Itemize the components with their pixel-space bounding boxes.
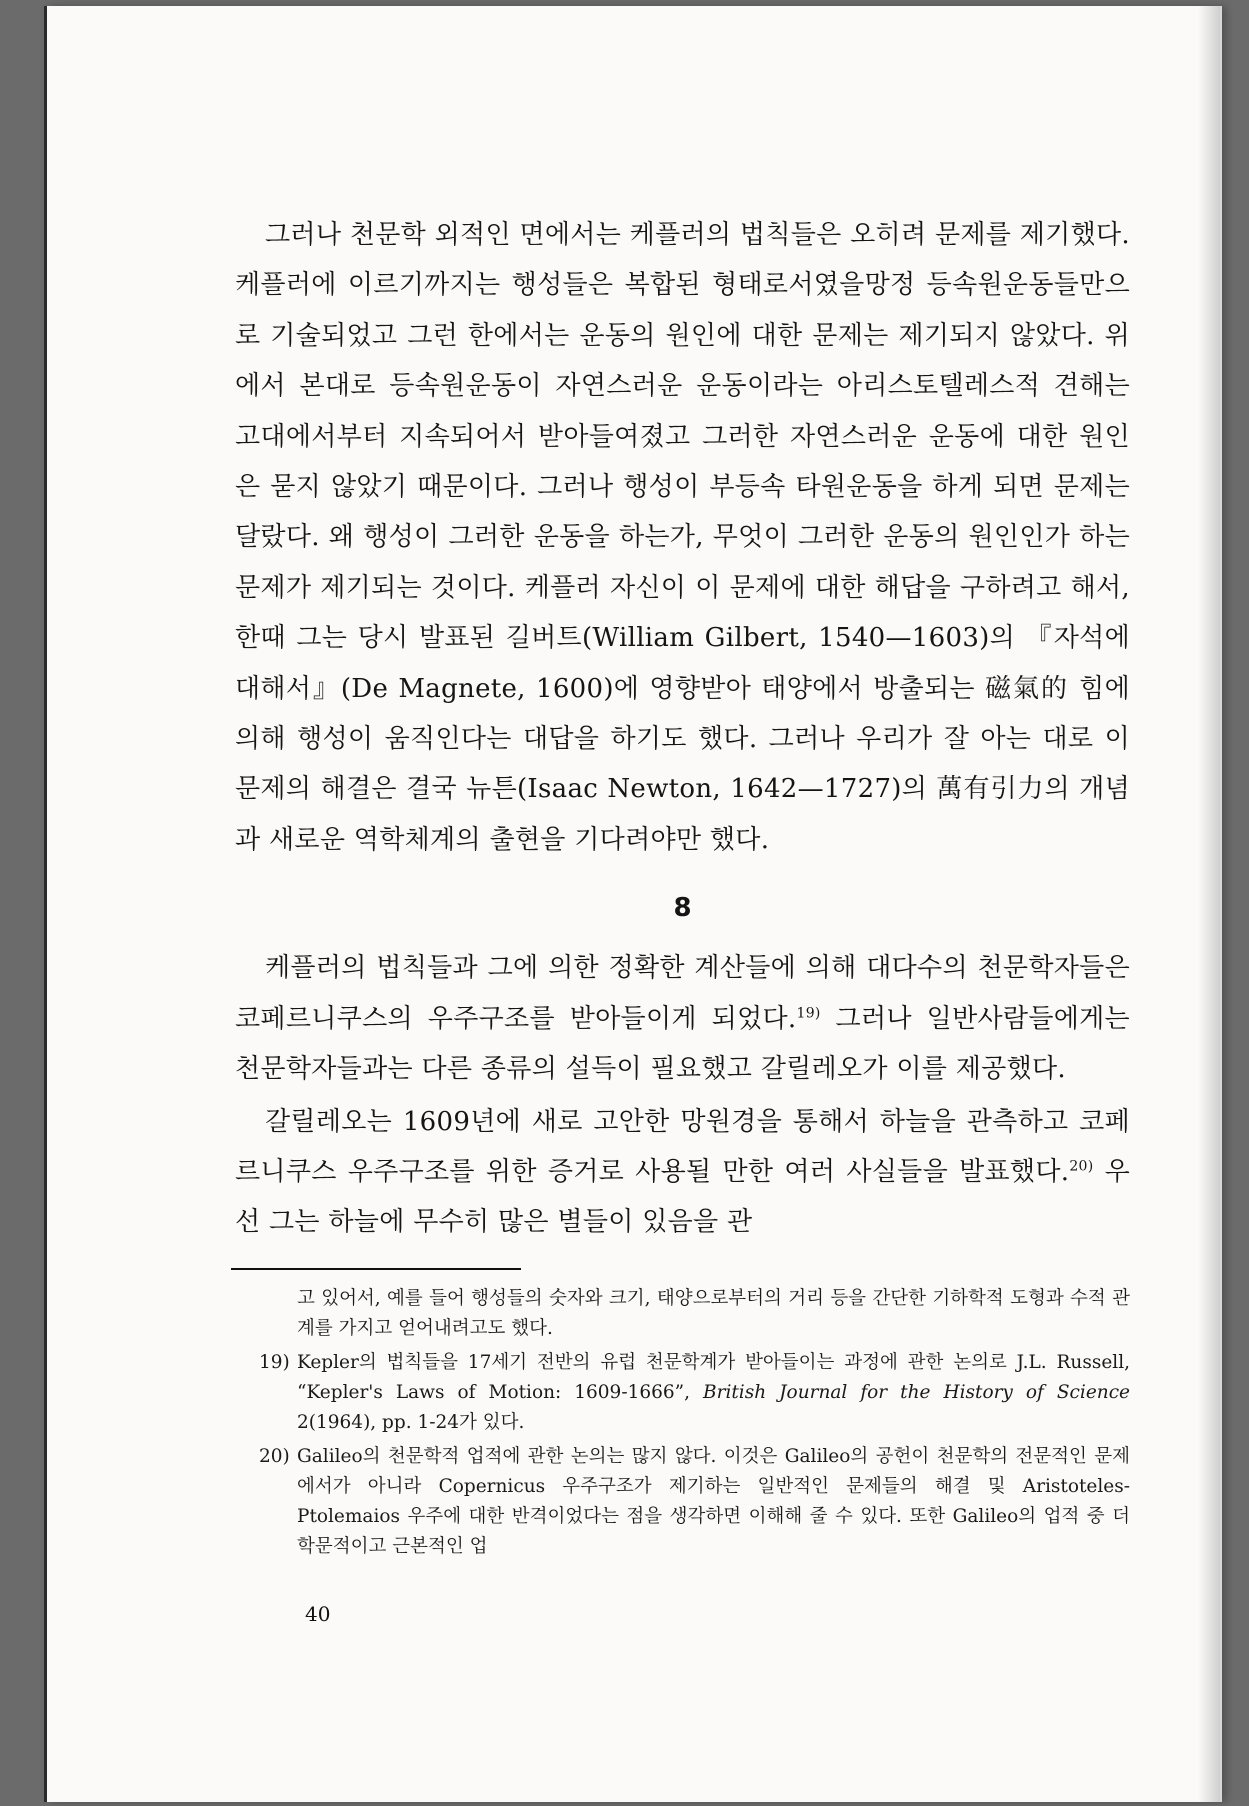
footnote-text: Galileo의 천문학적 업적에 관한 논의는 많지 않다. 이것은 Galileo의 공헌이 천문학의 전문적인 문제에서가 아니라 Copernicus 우주구조가 제기하는 일반적인 문제들의 해결 및 Aristoteles-Ptolemaios 우주에 대한 반격이었다는 점을 생각하면 이해해 줄 수 있다. 또한 Galileo의 업적 중 더 학문적이고 근본적인 업 bbox=[297, 1445, 1130, 1557]
footnote-ref-19[interactable]: 19) bbox=[796, 1005, 821, 1022]
page-edge-shadow bbox=[1198, 6, 1220, 1802]
footnote-text-tail: 2(1964), pp. 1-24가 있다. bbox=[297, 1411, 525, 1433]
footnote-number: 19) bbox=[259, 1351, 290, 1373]
footnote-ref-20[interactable]: 20) bbox=[1069, 1158, 1094, 1175]
footnote-text: Kepler의 법칙들을 17세기 전반의 유럽 천문학계가 받아들이는 과정에 관한 논의로 J.L. Russell, “Kepler's Laws of Motion: 1609-1666”, bbox=[297, 1351, 1130, 1403]
footnote-20 bbox=[235, 1442, 1130, 1562]
paragraph-text-tail: 그러나 일반사람들에게는 천문학자들과는 다른 종류의 설득이 필요했고 갈릴레오가 이를 제공했다. bbox=[235, 1003, 1130, 1085]
paragraph-text: 갈릴레오는 1609년에 새로 고안한 망원경을 통해서 하늘을 관측하고 코페르니쿠스 우주구조를 위한 증거로 사용될 만한 여러 사실들을 발표했다. bbox=[235, 1106, 1130, 1187]
section-number: 8 bbox=[673, 893, 692, 924]
paragraph-kepler-laws: 그러나 천문학 외적인 면에서는 케플러의 법칙들은 오히려 문제를 제기했다. 케플러에 이르기까지는 행성들은 복합된 형태로서였을망정 등속원운동들만으로 기술되었고 그런 한에서는 운동의 원인에 대한 문제는 제기되지 않았다. 위에서 본대로 등속원운동이 자연스러운 운동이라는 아리스토텔레스적 견해는 고대에서부터 지속되어서 받아들여졌고 그러한 자연스러운 운동에 대한 원인은 묻지 않았기 때문이다. 그러나 행성이 부등속 타원운동을 하게 되면 문제는 달랐다. 왜 행성이 그러한 운동을 하는가, 무엇이 그러한 운동의 원인인가 하는 문제가 제기되는 것이다. 케플러 자신이 이 문제에 대한 해답을 구하려고 해서, 한때 그는 당시 발표된 길버트(William Gilbert, 1540—1603)의 『자석에 대해서』(De Magnete, 1600)에 영향받아 태양에서 방출되는 磁氣的 힘에 의해 행성이 움직인다는 대답을 하기도 했다. 그러나 우리가 잘 아는 대로 이 문제의 해결은 결국 뉴튼(Isaac Newton, 1642—1727)의 萬有引力의 개념과 새로운 역학체계의 출현을 기다려야만 했다. bbox=[235, 220, 1130, 855]
footnote-divider bbox=[231, 1268, 521, 1270]
journal-title: British Journal for the History of Science bbox=[703, 1381, 1131, 1403]
paragraph-astronomers bbox=[235, 943, 1130, 1094]
footnotes bbox=[235, 1284, 1130, 1562]
page-content bbox=[235, 210, 1130, 1566]
footnote-19 bbox=[235, 1348, 1130, 1438]
paragraph-text-tail: 우선 그는 하늘에 무수히 많은 별들이 있음을 관 bbox=[235, 1156, 1130, 1238]
page-number: 40 bbox=[305, 1602, 331, 1626]
book-page bbox=[44, 6, 1220, 1802]
paragraph-galileo bbox=[235, 1097, 1130, 1248]
paragraph-text: 케플러의 법칙들과 그에 의한 정확한 계산들에 의해 대다수의 천문학자들은 코페르니쿠스의 우주구조를 받아들이게 되었다. bbox=[235, 953, 1130, 1034]
footnote-number: 20) bbox=[259, 1445, 290, 1467]
footnote-continuation: 고 있어서, 예를 들어 행성들의 숫자와 크기, 태양으로부터의 거리 등을 간단한 기하학적 도형과 수적 관계를 가지고 얻어내려고도 했다. bbox=[297, 1287, 1130, 1339]
